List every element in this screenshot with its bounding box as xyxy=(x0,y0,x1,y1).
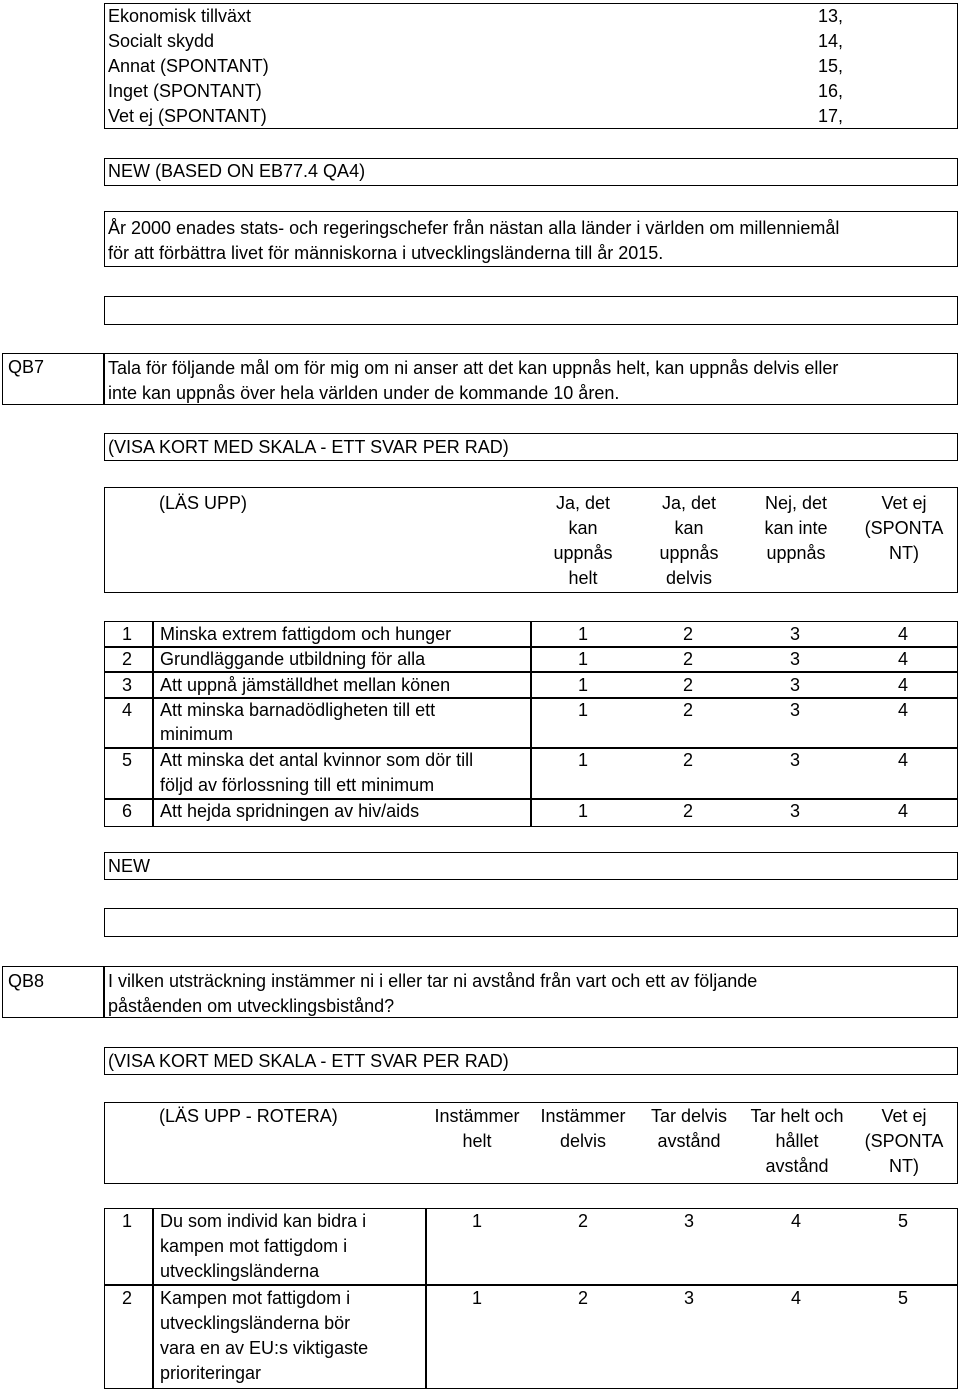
qb8-code: QB8 xyxy=(8,971,45,991)
qb7-column-header: Nej, det kan inte uppnås xyxy=(764,493,828,563)
qb8-answer-code[interactable]: 2 xyxy=(577,1211,588,1231)
qb7-answer-code[interactable]: 1 xyxy=(577,700,588,720)
empty-box xyxy=(104,908,958,937)
qb7-row-number: 5 xyxy=(122,750,133,770)
qb8-column-header: Tar delvis avstånd xyxy=(650,1106,728,1151)
qb7-code: QB7 xyxy=(8,357,45,377)
qb7-row-number: 6 xyxy=(122,801,133,821)
qb7-instruction: (VISA KORT MED SKALA - ETT SVAR PER RAD) xyxy=(108,437,509,457)
list-item-label: Vet ej (SPONTANT) xyxy=(108,106,267,126)
qb7-row-label: minimum xyxy=(160,724,234,744)
list-item-code: 15, xyxy=(818,56,844,76)
qb8-answer-code[interactable]: 3 xyxy=(683,1288,694,1308)
qb8-row-number: 2 xyxy=(122,1288,133,1308)
empty-box xyxy=(104,296,958,325)
new-label: NEW xyxy=(108,856,150,876)
qb8-column-header: Tar helt och hållet avstånd xyxy=(750,1106,844,1176)
qb7-answer-code[interactable]: 1 xyxy=(577,649,588,669)
list-item-label: Ekonomisk tillväxt xyxy=(108,6,252,26)
qb7-row-label: Minska extrem fattigdom och hunger xyxy=(160,624,452,644)
qb8-label-divider xyxy=(152,1208,154,1389)
qb7-row-label: Att minska det antal kvinnor som dör till xyxy=(160,750,474,770)
qb8-row-label: vara en av EU:s viktigaste xyxy=(160,1338,369,1358)
qb7-answer-code[interactable]: 4 xyxy=(897,801,908,821)
qb7-column-header: Vet ej (SPONTA NT) xyxy=(864,493,944,563)
new-box xyxy=(104,852,958,880)
qb7-answer-code[interactable]: 2 xyxy=(682,700,693,720)
qb7-row-number: 1 xyxy=(122,624,133,644)
qb7-answer-code[interactable]: 3 xyxy=(789,675,800,695)
qb7-answer-code[interactable]: 4 xyxy=(897,750,908,770)
intro-text-line: för att förbättra livet för människorna i utvecklingsländerna till år 2015. xyxy=(108,243,664,263)
qb8-question-line: påståenden om utvecklingsbistånd? xyxy=(108,996,395,1016)
qb7-answer-code[interactable]: 3 xyxy=(789,649,800,669)
qb7-answer-code[interactable]: 2 xyxy=(682,649,693,669)
list-item-code: 16, xyxy=(818,81,844,101)
qb7-row-number: 2 xyxy=(122,649,133,669)
qb8-row-number: 1 xyxy=(122,1211,133,1231)
qb8-row-label: kampen mot fattigdom i xyxy=(160,1236,348,1256)
qb8-answer-code[interactable]: 1 xyxy=(471,1211,482,1231)
qb7-question-line: Tala för följande mål om för mig om ni anser att det kan uppnås helt, kan uppnås delvis eller xyxy=(108,358,839,378)
qb8-column-header: Instämmer delvis xyxy=(540,1106,626,1151)
qb7-answer-code[interactable]: 3 xyxy=(789,801,800,821)
qb8-read-label: (LÄS UPP - ROTERA) xyxy=(159,1106,338,1126)
new-based-label: NEW (BASED ON EB77.4 QA4) xyxy=(108,161,366,181)
qb7-label-divider xyxy=(152,621,154,827)
qb7-row-number: 3 xyxy=(122,675,133,695)
qb8-answer-code[interactable]: 4 xyxy=(790,1288,801,1308)
list-item-label: Inget (SPONTANT) xyxy=(108,81,262,101)
qb7-row-label: Att hejda spridningen av hiv/aids xyxy=(160,801,420,821)
qb7-column-header: Ja, det kan uppnås helt xyxy=(553,493,613,588)
qb7-answer-code[interactable]: 4 xyxy=(897,700,908,720)
qb7-answer-code[interactable]: 1 xyxy=(577,675,588,695)
qb8-column-header: Instämmer helt xyxy=(434,1106,520,1151)
list-item-label: Annat (SPONTANT) xyxy=(108,56,269,76)
qb8-question-line: I vilken utsträckning instämmer ni i eller tar ni avstånd från vart och ett av följande xyxy=(108,971,758,991)
qb7-row-label: Att minska barnadödligheten till ett xyxy=(160,700,436,720)
list-item-label: Socialt skydd xyxy=(108,31,215,51)
qb8-row-label: utvecklingsländerna xyxy=(160,1261,320,1281)
list-item-code: 13, xyxy=(818,6,844,26)
qb7-answer-code[interactable]: 2 xyxy=(682,675,693,695)
qb7-answer-code[interactable]: 2 xyxy=(682,750,693,770)
qb7-answer-code[interactable]: 2 xyxy=(682,624,693,644)
qb7-row-label: Grundläggande utbildning för alla xyxy=(160,649,426,669)
qb8-row-label: utvecklingsländerna bör xyxy=(160,1313,351,1333)
qb7-answer-code[interactable]: 3 xyxy=(789,750,800,770)
qb7-answer-code[interactable]: 4 xyxy=(897,624,908,644)
qb8-answer-code[interactable]: 1 xyxy=(471,1288,482,1308)
qb8-instruction: (VISA KORT MED SKALA - ETT SVAR PER RAD) xyxy=(108,1051,509,1071)
qb7-row-label: följd av förlossning till ett minimum xyxy=(160,775,435,795)
qb8-row-label: Kampen mot fattigdom i xyxy=(160,1288,351,1308)
qb8-row-label: prioriteringar xyxy=(160,1363,262,1383)
qb7-answer-code[interactable]: 1 xyxy=(577,624,588,644)
qb8-answer-code[interactable]: 4 xyxy=(790,1211,801,1231)
qb7-label-divider xyxy=(530,621,532,827)
qb8-answer-code[interactable]: 3 xyxy=(683,1211,694,1231)
qb7-answer-code[interactable]: 4 xyxy=(897,649,908,669)
qb8-column-header: Vet ej (SPONTA NT) xyxy=(864,1106,944,1176)
qb7-answer-code[interactable]: 1 xyxy=(577,750,588,770)
qb8-answer-code[interactable]: 5 xyxy=(897,1288,908,1308)
qb7-answer-code[interactable]: 4 xyxy=(897,675,908,695)
qb8-row-label: Du som individ kan bidra i xyxy=(160,1211,367,1231)
qb7-row-number: 4 xyxy=(122,700,133,720)
list-item-code: 17, xyxy=(818,106,844,126)
qb7-question-line: inte kan uppnås över hela världen under de kommande 10 åren. xyxy=(108,383,620,403)
qb7-answer-code[interactable]: 2 xyxy=(682,801,693,821)
qb7-answer-code[interactable]: 1 xyxy=(577,801,588,821)
qb8-answer-code[interactable]: 2 xyxy=(577,1288,588,1308)
qb8-answer-code[interactable]: 5 xyxy=(897,1211,908,1231)
qb7-column-header: Ja, det kan uppnås delvis xyxy=(659,493,719,588)
qb7-answer-code[interactable]: 3 xyxy=(789,624,800,644)
qb8-label-divider xyxy=(425,1208,427,1389)
intro-text-line: År 2000 enades stats- och regeringschefer från nästan alla länder i världen om millenniemål xyxy=(108,218,840,238)
qb7-answer-code[interactable]: 3 xyxy=(789,700,800,720)
list-item-code: 14, xyxy=(818,31,844,51)
qb7-read-label: (LÄS UPP) xyxy=(159,493,248,513)
qb7-row-label: Att uppnå jämställdhet mellan könen xyxy=(160,675,451,695)
